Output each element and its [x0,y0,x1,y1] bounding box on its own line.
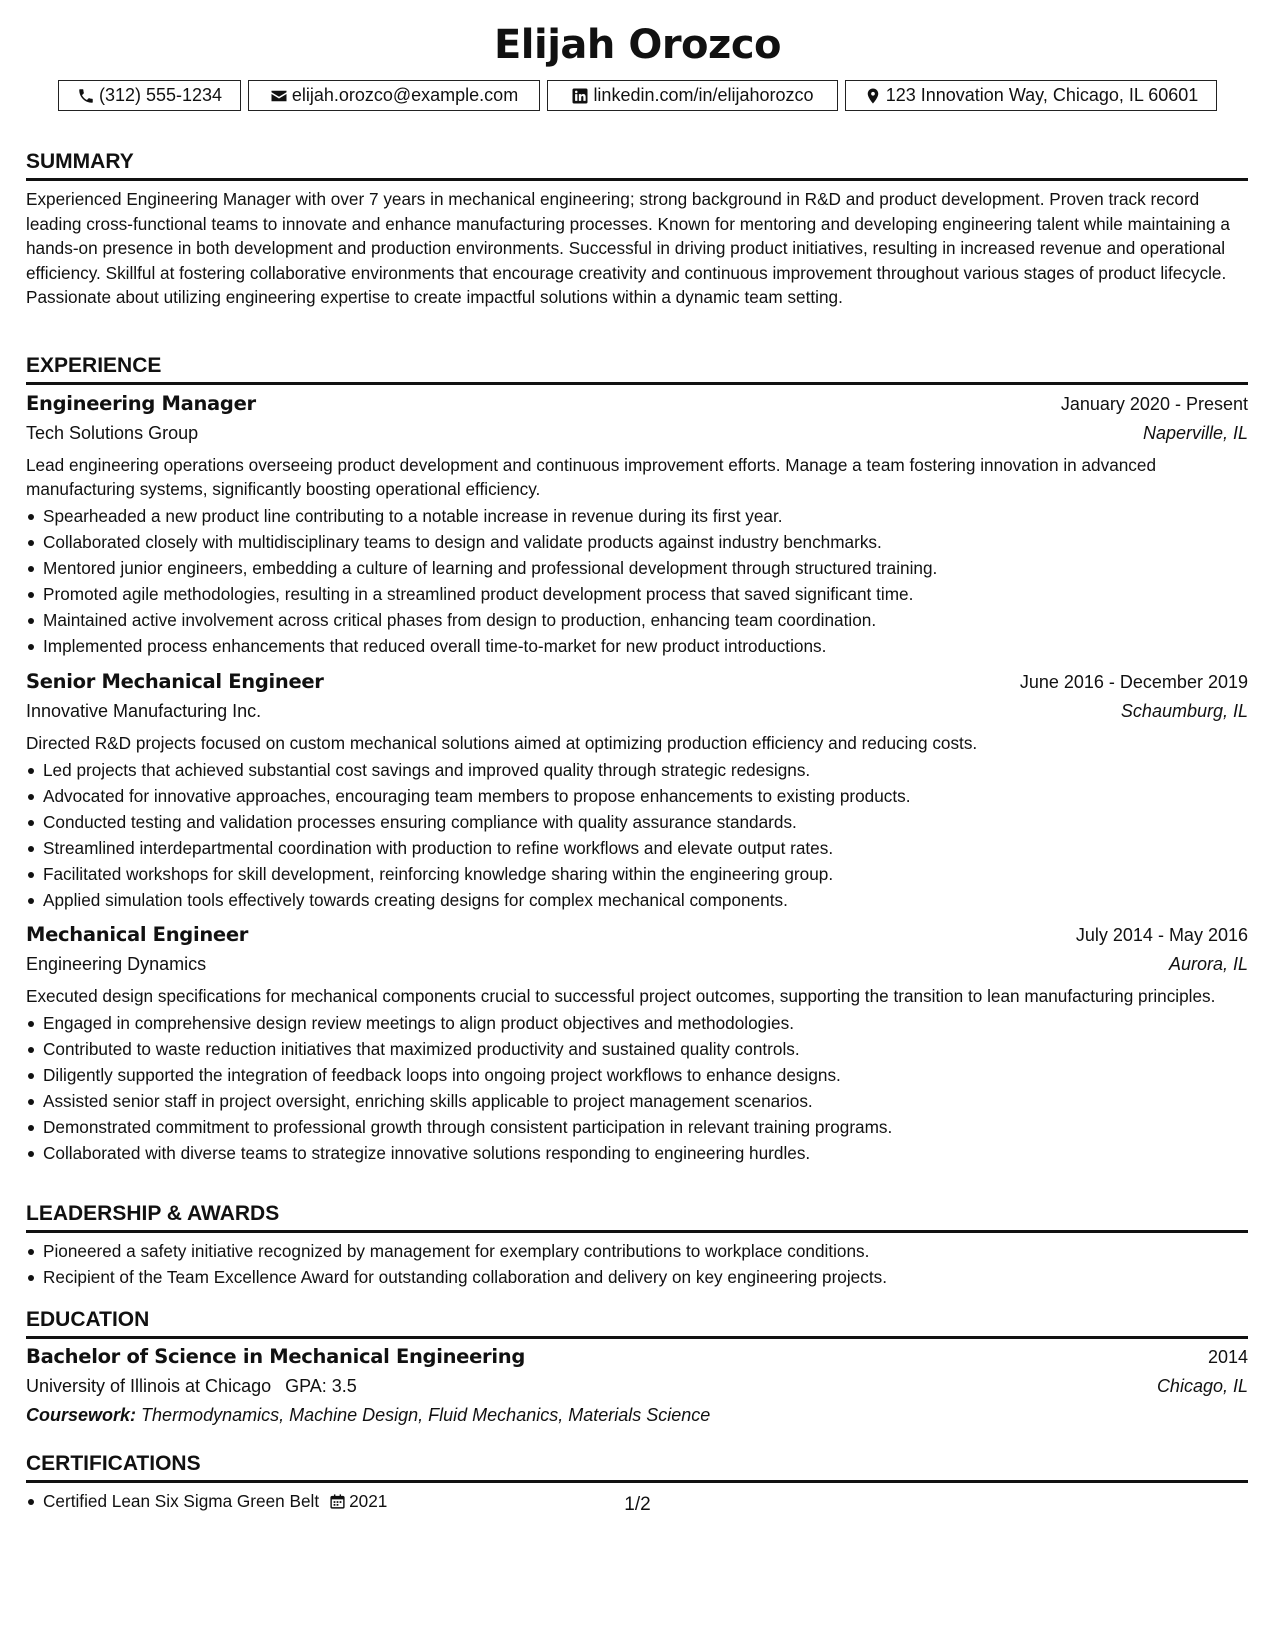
coursework-list: Thermodynamics, Machine Design, Fluid Mechanics, Materials Science [141,1405,711,1425]
section-title: LEADERSHIP & AWARDS [26,1202,280,1225]
list-item: Promoted agile methodologies, resulting in a streamlined product development process that saved significant time. [26,581,1248,607]
degree-title: Bachelor of Science in Mechanical Engineering [26,1345,525,1368]
candidate-name: Elijah Orozco [493,22,782,68]
contact-phone[interactable] [58,80,241,111]
job-description: Executed design specifications for mechanical components crucial to successful project outcomes, supporting the transition to lean manufacturing principles. [26,986,1216,1006]
contact-phone-text: (312) 555-1234 [98,85,223,105]
list-item: Engaged in comprehensive design review meetings to align product objectives and methodologies. [26,1010,1248,1036]
job-title: Engineering Manager [26,392,256,415]
contact-email-text: elijah.orozco@example.com [291,85,519,105]
job-entry [26,670,1248,913]
job-dates: June 2016 - December 2019 [1019,672,1248,692]
list-item: Contributed to waste reduction initiatives that maximized productivity and sustained quality controls. [26,1036,1248,1062]
contact-address-text: 123 Innovation Way, Chicago, IL 60601 [885,85,1199,105]
summary-text: Experienced Engineering Manager with over 7 years in mechanical engineering; strong background in R&D and product development. Proven track record leading cross-functional teams to innovate and enhance manufacturing processes. Known for mentoring and developing engineering talent while maintaining a hands-on presence in both development and production environments. Successful in driving product initiatives, resulting in increased revenue and operational efficiency. Skillful at fostering collaborative environments that encourage creativity and continuous improvement throughout various stages of product lifecycle. Passionate about utilizing engineering expertise to create impactful solutions within a dynamic team setting. [26,189,1230,307]
list-item: Maintained active involvement across critical phases from design to production, enhancing team coordination. [26,607,1248,633]
contact-address [845,80,1217,111]
school-location: Chicago, IL [1156,1376,1248,1396]
coursework [26,1405,1248,1426]
list-item: Collaborated with diverse teams to strategize innovative solutions responding to engineering hurdles. [26,1140,1248,1166]
education-section [26,1306,1248,1426]
school-line [26,1376,357,1397]
summary-section [26,148,1248,310]
job-dates: January 2020 - Present [1060,394,1248,414]
job-bullets [26,757,1248,913]
job-title: Mechanical Engineer [26,923,249,946]
job-location: Schaumburg, IL [1120,701,1248,721]
section-divider [26,382,1248,385]
job-company: Innovative Manufacturing Inc. [26,701,262,721]
list-item: Implemented process enhancements that reduced overall time-to-market for new product introductions. [26,633,1248,659]
leadership-list [26,1238,1248,1290]
list-item: Advocated for innovative approaches, encouraging team members to propose enhancements to existing products. [26,783,1248,809]
list-item: Demonstrated commitment to professional growth through consistent participation in relevant training programs. [26,1114,1248,1140]
job-bullets [26,1010,1248,1166]
job-title: Senior Mechanical Engineer [26,670,324,693]
list-item: Pioneered a safety initiative recognized by management for exemplary contributions to workplace conditions. [26,1238,1248,1264]
graduation-year: 2014 [1207,1347,1248,1367]
section-title: EDUCATION [26,1308,150,1331]
job-company: Engineering Dynamics [26,954,207,974]
experience-section [26,352,1248,385]
coursework-label: Coursework: [26,1405,137,1425]
section-divider [26,1230,1248,1233]
leadership-section [26,1200,1248,1290]
section-title: SUMMARY [26,150,134,173]
certification-name: Certified Lean Six Sigma Green Belt [43,1491,320,1511]
list-item: Assisted senior staff in project oversight, enriching skills applicable to project management scenarios. [26,1088,1248,1114]
job-entry [26,923,1248,1166]
section-divider [26,1336,1248,1339]
job-entry [26,392,1248,659]
map-marker-icon [864,87,882,105]
job-dates: July 2014 - May 2016 [1075,925,1248,945]
list-item: Streamlined interdepartmental coordination with production to refine workflows and elevate output rates. [26,835,1248,861]
job-location: Aurora, IL [1168,954,1248,974]
linkedin-icon [571,87,589,105]
section-title: EXPERIENCE [26,354,162,377]
list-item: Mentored junior engineers, embedding a culture of learning and professional development through structured training. [26,555,1248,581]
contact-email[interactable] [248,80,540,111]
job-description: Directed R&D projects focused on custom mechanical solutions aimed at optimizing production efficiency and reducing costs. [26,733,978,753]
job-location: Naperville, IL [1142,423,1248,443]
list-item: Applied simulation tools effectively towards creating designs for complex mechanical components. [26,887,1248,913]
phone-icon [77,87,95,105]
job-bullets [26,503,1248,659]
list-item: Led projects that achieved substantial cost savings and improved quality through strategic redesigns. [26,757,1248,783]
page-number: 1/2 [624,1494,651,1515]
list-item: Recipient of the Team Excellence Award for outstanding collaboration and delivery on key engineering projects. [26,1264,1248,1290]
job-company: Tech Solutions Group [26,423,199,443]
section-title: CERTIFICATIONS [26,1452,201,1475]
list-item: Collaborated closely with multidisciplinary teams to design and validate products against industry benchmarks. [26,529,1248,555]
section-divider [26,178,1248,181]
job-description: Lead engineering operations overseeing product development and continuous improvement efforts. Manage a team fostering innovation in advanced manufacturing systems, significantly boosting operational efficiency. [26,455,1157,499]
contact-bar [0,80,1275,111]
list-item: Conducted testing and validation processes ensuring compliance with quality assurance standards. [26,809,1248,835]
school-name: University of Illinois at Chicago [26,1376,272,1396]
contact-linkedin[interactable] [547,80,838,111]
list-item: Spearheaded a new product line contributing to a notable increase in revenue during its first year. [26,503,1248,529]
contact-linkedin-text: linkedin.com/in/elijahorozco [593,85,814,105]
certification-year: 2021 [349,1491,388,1511]
list-item: Facilitated workshops for skill development, reinforcing knowledge sharing within the engineering group. [26,861,1248,887]
envelope-icon [270,87,288,105]
gpa: GPA: 3.5 [285,1376,357,1396]
section-divider [26,1480,1248,1483]
list-item: Diligently supported the integration of feedback loops into ongoing project workflows to enhance designs. [26,1062,1248,1088]
